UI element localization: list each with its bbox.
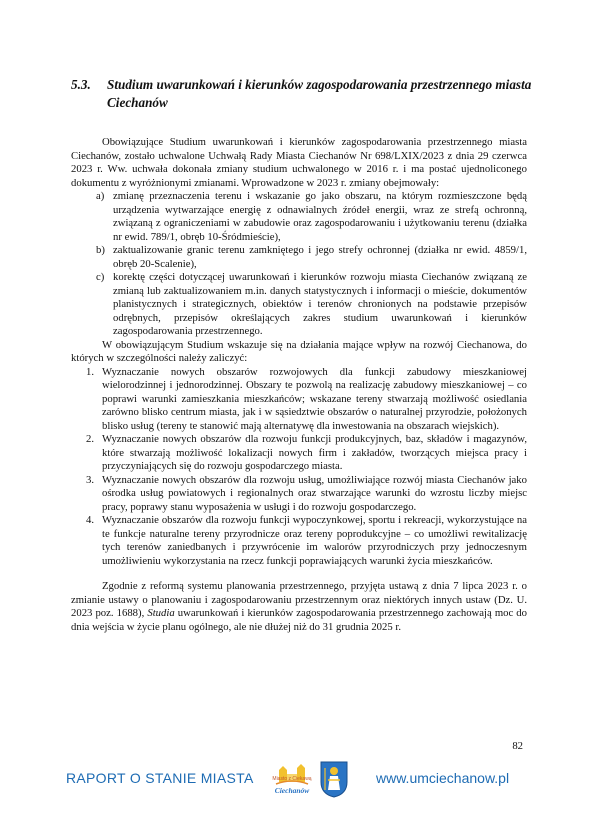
closing-italic-word: Studia xyxy=(147,607,175,619)
changes-list xyxy=(71,190,527,339)
list-item-text: korektę części dotyczącej uwarunkowań i kierunków rozwoju miasta Ciechanów związaną ze zmianą lub zaktualizowaniem m.in. danych statystycznych i informacji o mieście, dokumentów planistycznych i strategicznych, obiektów i terenów chronionych na podstawie przepisów odrębnych, przepisów określających zakres studium uwarunkowań i kierunków zagospodarowania przestrzennego. xyxy=(113,271,527,337)
city-brand-logo xyxy=(271,760,313,800)
document-body xyxy=(71,136,527,634)
list-item xyxy=(71,271,527,339)
list-marker: 3. xyxy=(86,473,95,486)
list-marker: a) xyxy=(96,190,105,202)
actions-list xyxy=(71,366,527,569)
list-item xyxy=(71,366,527,434)
list-item-text: Wyznaczanie nowych obszarów rozwojowych dla funkcji zabudowy mieszkaniowej wielorodzinnej i jednorodzinnej. Obszary te pozwolą na realizację zabudowy mieszkaniowej – co poprawi warunki zamieszkania mieszkańców; wskazane tereny stwarzają możliwość osiedlania zarówno blisko centrum miasta, jak i w sąsiedztwie obszarów o naturalnej przyrodzie, położonych blisko usług (tereny te stanowić mają alternatywę dla inwestowania na obszarach wiejskich). xyxy=(102,365,527,432)
list-marker: c) xyxy=(96,271,105,283)
list-marker: 1. xyxy=(86,365,95,378)
section-title: Studium uwarunkowań i kierunków zagospodarowania przestrzennego miasta Ciechanów xyxy=(107,77,532,110)
logo-subtext: Miasto z Ciekawą xyxy=(272,776,312,782)
list-item xyxy=(71,514,527,568)
coat-of-arms-icon xyxy=(319,760,349,798)
list-marker: b) xyxy=(96,244,105,256)
list-item-text: zaktualizowanie granic terenu zamkniętego i jego strefy ochronnej (działka nr ewid. 4859/1, obręb 20-Scalenie), xyxy=(113,244,527,270)
actions-intro-paragraph: W obowiązującym Studium wskazuje się na działania mające wpływ na rozwój Ciechanowa, do których w szczególności należy zaliczyć: xyxy=(71,338,527,364)
page-number: 82 xyxy=(512,740,523,752)
closing-text-start: Zgodnie z reformą systemu planowania przestrzennego, przyjęta ustawą z dnia 7 lipca 2023 r. o zmianie ustawy o planowaniu i zagospodarowaniu przestrzennym oraz niektórych innych ustaw (Dz. U. 2023 poz. 1688), xyxy=(71,580,527,619)
list-item-text: Wyznaczanie obszarów dla rozwoju funkcji wypoczynkowej, sportu i rekreacji, wykorzystujące na te funkcje naturalne tereny przyrodnicze oraz tereny poprodukcyjne – co umożliwi rewitalizację tych terenów zaniedbanych i przywrócenie im walorów przyrodniczych przy jednoczesnym umożliwieniu wykorzystania na rzecz funkcji poprawiających warunki życia mieszkańców. xyxy=(102,514,527,567)
list-item-text: zmianę przeznaczenia terenu i wskazanie go jako obszaru, na którym rozmieszczone będą urządzenia wytwarzające energię z odnawialnych źródeł energii, wraz ze strefą ochronną, związaną z ograniczeniami w zabudowie oraz zagospodarowaniu i użytkowaniu terenu (działka nr ewid. 789/1, obręb 10-Śródmieście), xyxy=(113,190,527,243)
logo-wordmark: Ciechanów xyxy=(274,786,310,795)
list-item xyxy=(71,474,527,515)
list-item-text: Wyznaczanie nowych obszarów dla rozwoju usług, umożliwiające rozwój miasta Ciechanów jako ośrodka usług powiatowych i regionalnych oraz stwarzające warunki do wzrostu liczby miejsc pracy, poprawy stanu wyposażenia w usługi i do rozwoju gospodarczego. xyxy=(102,473,527,513)
intro-paragraph: Obowiązujące Studium uwarunkowań i kierunków zagospodarowania przestrzennego miasta Ciechanów, zostało uchwalone Uchwałą Rady Miasta Ciechanów Nr 698/LXIX/2023 z dnia 29 czerwca 2023 r. Ww. uchwała dokonała zmiany studium uchwalonego w 2016 r. i ma postać ujednoliconego dokumentu z wyróżnionymi zmianami. Wprowadzone w 2023 r. zmiany obejmowały: xyxy=(71,136,527,189)
list-marker: 2. xyxy=(86,433,95,445)
page-footer xyxy=(0,760,594,810)
footer-website-link[interactable]: www.umciechanow.pl xyxy=(376,770,510,786)
closing-text-end: uwarunkowań i kierunków zagospodarowania przestrzennego zachowają moc do dnia wejścia w życie planu ogólnego, ale nie dłużej niż do 31 grudnia 2025 r. xyxy=(71,607,527,633)
list-marker: 4. xyxy=(86,514,95,526)
list-item-text: Wyznaczanie nowych obszarów dla rozwoju funkcji produkcyjnych, baz, składów i magazynów, które stwarzają możliwość lokalizacji nowych firm i zakładów, tworzących miejsca pracy i przyczyniających się do rozwoju gospodarczego miasta. xyxy=(102,433,527,472)
footer-report-title: RAPORT O STANIE MIASTA xyxy=(66,770,254,786)
closing-paragraph xyxy=(71,580,527,634)
list-item xyxy=(71,244,527,271)
list-item xyxy=(71,433,527,474)
section-number: 5.3. xyxy=(71,77,91,92)
list-item xyxy=(71,190,527,244)
